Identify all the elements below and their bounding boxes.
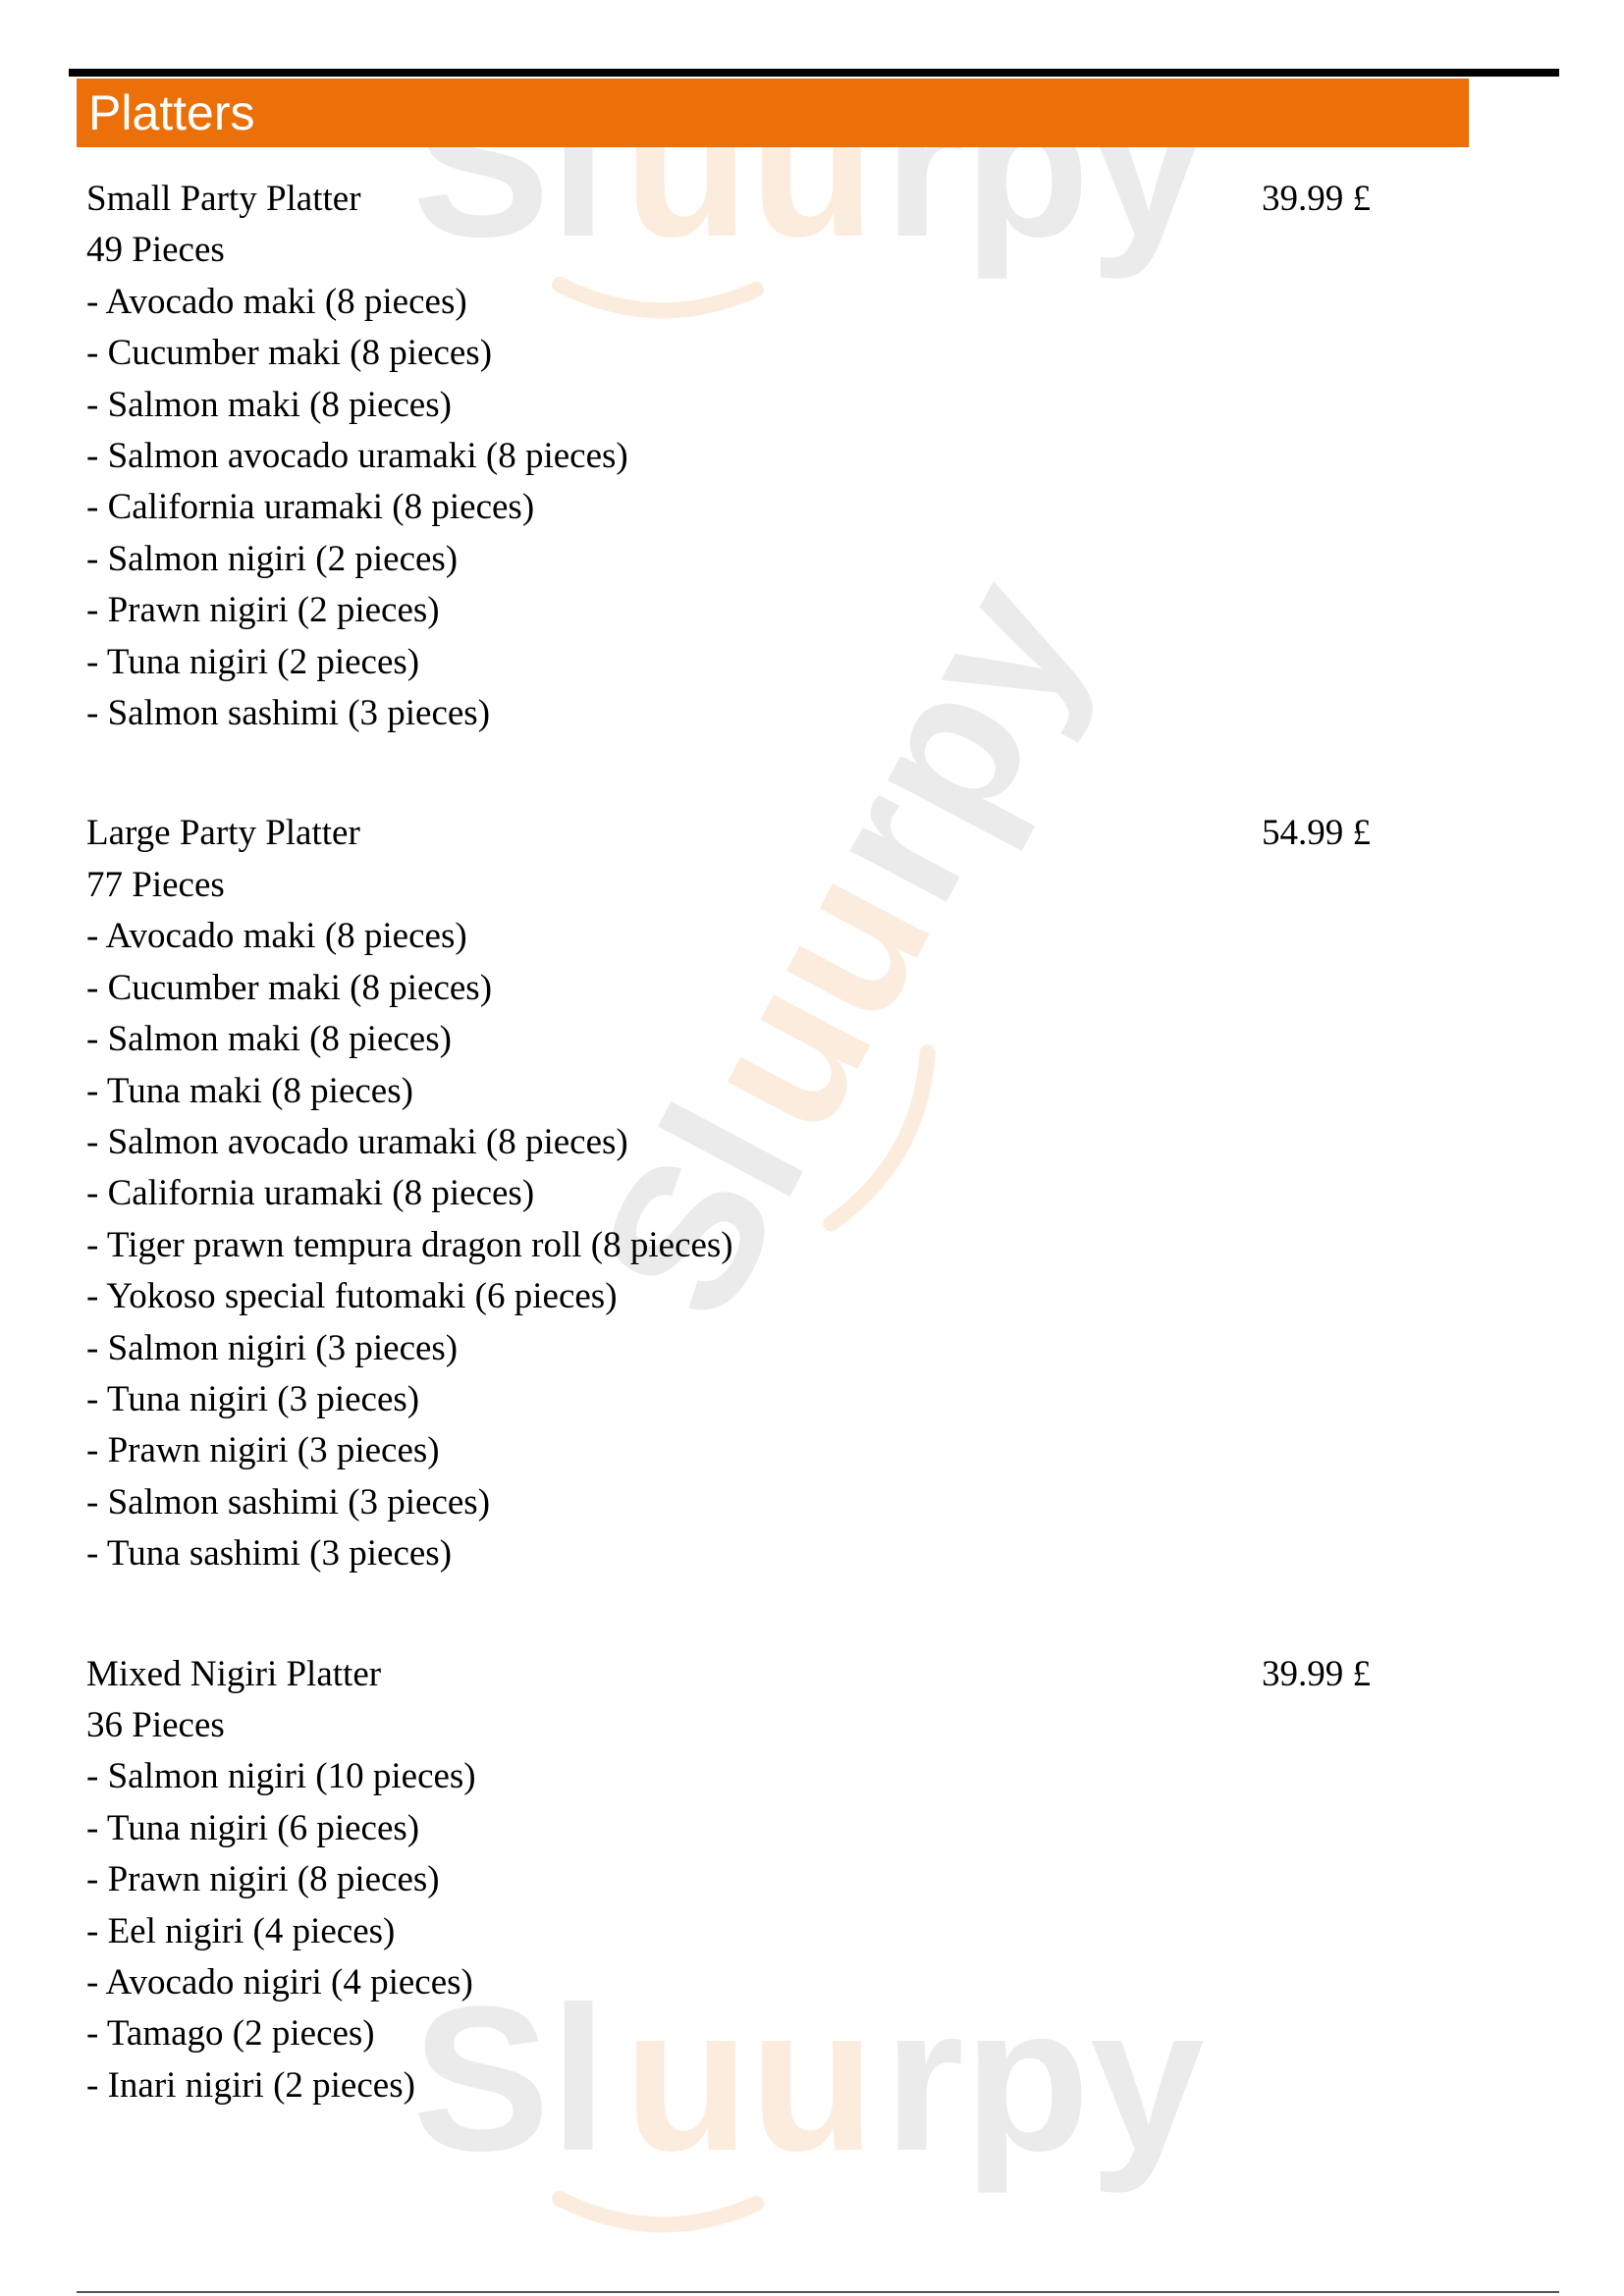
svg-text:Sl: Sl <box>412 49 608 280</box>
item-component: - Tuna sashimi (3 pieces) <box>86 1533 453 1575</box>
item-component: - Tuna maki (8 pieces) <box>86 1070 413 1111</box>
item-component: - Yokoso special futomaki (6 pieces) <box>86 1276 618 1317</box>
item-component: - Eel nigiri (4 pieces) <box>86 1910 396 1951</box>
item-component: - Tuna nigiri (6 pieces) <box>86 1807 420 1848</box>
item-component: - Salmon sashimi (3 pieces) <box>86 693 491 734</box>
bottom-rule <box>77 2291 1559 2293</box>
item-component: - Salmon maki (8 pieces) <box>86 384 452 425</box>
item-component: - Avocado nigiri (4 pieces) <box>86 1962 473 2002</box>
item-component: - California uramaki (8 pieces) <box>86 487 535 528</box>
item-price: 39.99 £ <box>1262 179 1371 219</box>
item-component: - Tuna nigiri (2 pieces) <box>86 641 420 682</box>
item-component: - Avocado maki (8 pieces) <box>86 281 467 322</box>
item-price: 39.99 £ <box>1262 1653 1371 1694</box>
item-name: Mixed Nigiri Platter <box>86 1653 382 1694</box>
svg-text:Sl: Sl <box>412 1963 608 2194</box>
svg-text:Sl: Sl <box>553 1071 849 1352</box>
svg-text:uu: uu <box>623 1963 876 2194</box>
item-name: Large Party Platter <box>86 813 360 854</box>
item-component: - Salmon maki (8 pieces) <box>86 1019 452 1060</box>
item-component: - Salmon avocado uramaki (8 pieces) <box>86 1121 628 1162</box>
top-rule <box>69 69 1559 77</box>
menu-item-mixed-nigiri-platter <box>86 1649 1402 2112</box>
item-pieces: 49 Pieces <box>86 230 225 271</box>
item-pieces: 77 Pieces <box>86 864 225 905</box>
item-component: - California uramaki (8 pieces) <box>86 1173 535 1214</box>
item-component: - Salmon nigiri (10 pieces) <box>86 1756 476 1797</box>
item-component: - Prawn nigiri (3 pieces) <box>86 1430 440 1471</box>
svg-text:uu: uu <box>652 833 975 1165</box>
svg-text:uu: uu <box>623 49 876 280</box>
item-component: - Prawn nigiri (8 pieces) <box>86 1859 440 1900</box>
item-component: - Salmon nigiri (3 pieces) <box>86 1327 459 1368</box>
item-name: Small Party Platter <box>86 179 361 219</box>
svg-text:rpy: rpy <box>775 543 1130 935</box>
item-component: - Avocado maki (8 pieces) <box>86 916 467 957</box>
item-component: - Inari nigiri (2 pieces) <box>86 2064 415 2106</box>
item-component: - Cucumber maki (8 pieces) <box>86 967 493 1008</box>
item-component: - Tamago (2 pieces) <box>86 2013 375 2055</box>
item-price: 54.99 £ <box>1262 813 1371 854</box>
menu-item-small-party-platter <box>86 174 1402 739</box>
item-pieces: 36 Pieces <box>86 1704 225 1745</box>
svg-text:rpy: rpy <box>884 1963 1205 2194</box>
item-component: - Salmon avocado uramaki (8 pieces) <box>86 436 628 477</box>
item-component: - Cucumber maki (8 pieces) <box>86 333 493 374</box>
section-title: Platters <box>77 79 1469 147</box>
item-component: - Prawn nigiri (2 pieces) <box>86 590 440 631</box>
svg-text:rpy: rpy <box>884 49 1205 280</box>
menu-item-large-party-platter <box>86 808 1402 1579</box>
menu-list <box>86 174 1402 2180</box>
item-component: - Tuna nigiri (3 pieces) <box>86 1378 420 1419</box>
item-component: - Salmon sashimi (3 pieces) <box>86 1481 491 1522</box>
item-component: - Tiger prawn tempura dragon roll (8 pieces) <box>86 1224 733 1265</box>
item-component: - Salmon nigiri (2 pieces) <box>86 538 459 579</box>
